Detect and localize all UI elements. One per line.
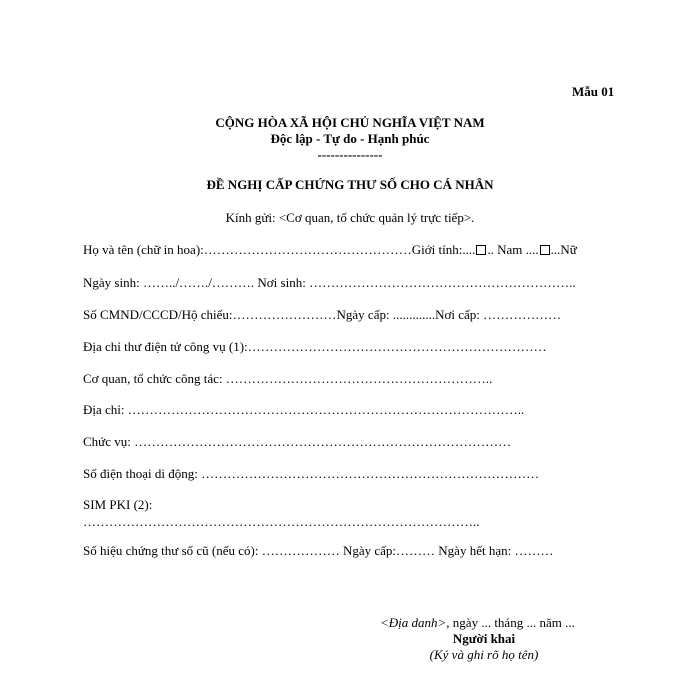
phone-row bbox=[83, 466, 539, 482]
phone-label: Số điện thoại di động: bbox=[83, 466, 202, 481]
old-cert-field[interactable]: ……………… bbox=[261, 543, 340, 558]
old-cert-issue-label: Ngày cấp: bbox=[339, 543, 397, 558]
dob-field[interactable]: Ngày sinh: ……../……./………. bbox=[83, 275, 255, 290]
position-field[interactable]: …………………………………………………………………………… bbox=[134, 434, 512, 449]
form-code: Mẫu 01 bbox=[572, 84, 615, 99]
dob-row bbox=[83, 275, 576, 291]
signer-title: Người khai bbox=[452, 631, 516, 646]
issue-place-field[interactable]: ……………… bbox=[483, 307, 562, 322]
signature-instruction: (Ký và ghi rõ họ tên) bbox=[429, 647, 539, 662]
id-doc-label: Số CMND/CCCD/Hộ chiếu: bbox=[83, 307, 233, 322]
gender-female-checkbox[interactable] bbox=[540, 245, 550, 255]
header-divider: --------------- bbox=[317, 147, 383, 162]
address-label: Địa chỉ: bbox=[83, 402, 128, 417]
page-title: ĐỀ NGHỊ CẤP CHỨNG THƯ SỐ CHO CÁ NHÂN bbox=[206, 177, 494, 192]
old-cert-label: Số hiệu chứng thư số cũ (nếu có): bbox=[83, 543, 262, 558]
gender-male-label: .. Nam .... bbox=[487, 242, 539, 257]
motto: Độc lập - Tự do - Hạnh phúc bbox=[270, 131, 430, 146]
full-name-field[interactable]: ………………………………………… bbox=[203, 242, 412, 257]
place-placeholder: <Địa danh> bbox=[380, 615, 447, 630]
birthplace-field[interactable]: …………………………………………………….. bbox=[309, 275, 576, 290]
issue-place-label: Nơi cấp: bbox=[435, 307, 484, 322]
old-cert-issue-field[interactable]: ……… bbox=[396, 543, 436, 558]
full-name-label: Họ và tên (chữ in hoa): bbox=[83, 242, 204, 257]
position-label: Chức vụ: bbox=[83, 434, 135, 449]
issue-date-field[interactable]: ............. bbox=[392, 307, 436, 322]
old-cert-row bbox=[83, 543, 553, 559]
full-name-row bbox=[83, 242, 577, 258]
sim-pki-field[interactable]: ……………………………………………………………………………….. bbox=[83, 514, 480, 529]
position-row bbox=[83, 434, 511, 450]
gender-dots: .... bbox=[462, 242, 476, 257]
gender-male-checkbox[interactable] bbox=[476, 245, 486, 255]
organization-label: Cơ quan, tổ chức công tác: bbox=[83, 371, 226, 386]
id-doc-row bbox=[83, 307, 561, 323]
gender-label: Giới tính: bbox=[411, 242, 463, 257]
organization-row bbox=[83, 371, 492, 387]
signature-place-date bbox=[380, 615, 575, 631]
address-field[interactable]: ……………………………………………………………………………….. bbox=[127, 402, 525, 417]
issue-date-label: Ngày cấp: bbox=[336, 307, 393, 322]
birthplace-label: Nơi sinh: bbox=[254, 275, 310, 290]
address-row bbox=[83, 402, 524, 418]
organization-field[interactable]: …………………………………………………….. bbox=[225, 371, 493, 386]
country-name: CỘNG HÒA XÃ HỘI CHỦ NGHĨA VIỆT NAM bbox=[215, 115, 485, 130]
recipient: Kính gửi: <Cơ quan, tổ chức quản lý trực tiếp>. bbox=[225, 210, 475, 225]
date-text: , ngày ... tháng ... năm ... bbox=[446, 615, 575, 630]
email-row bbox=[83, 339, 547, 355]
old-cert-expiry-field[interactable]: ……… bbox=[514, 543, 554, 558]
old-cert-expiry-label: Ngày hết hạn: bbox=[435, 543, 515, 558]
email-label: Địa chỉ thư điện tử công vụ (1): bbox=[83, 339, 248, 354]
gender-female-label: ...Nữ bbox=[550, 242, 577, 257]
email-field[interactable]: …………………………………………………………… bbox=[247, 339, 547, 354]
sim-pki-label: SIM PKI (2): bbox=[83, 497, 153, 512]
phone-field[interactable]: …………………………………………………………………… bbox=[201, 466, 540, 481]
id-doc-field[interactable]: …………………… bbox=[232, 307, 337, 322]
